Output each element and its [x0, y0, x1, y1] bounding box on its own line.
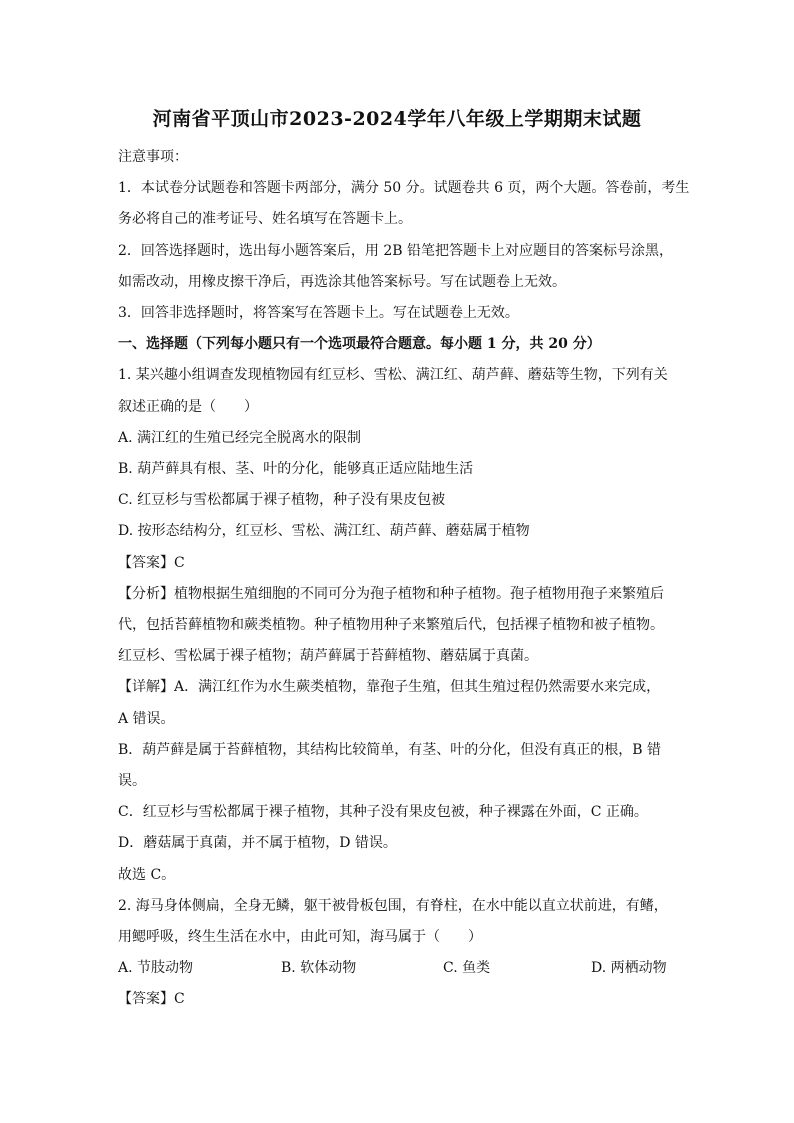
question-1-detail: C．红豆杉与雪松都属于裸子植物，其种子没有果皮包被，种子裸露在外面，C 正确。: [118, 804, 648, 821]
question-1-detail: B．葫芦藓是属于苔藓植物，其结构比较简单，有茎、叶的分化，但没有真正的根，B 错: [118, 741, 662, 758]
question-1-analysis: 【分析】植物根据生殖细胞的不同可分为孢子植物和种子植物。孢子植物用孢子来繁殖后: [118, 585, 664, 602]
question-1-option-b: B. 葫芦藓具有根、茎、叶的分化，能够真正适应陆地生活: [118, 461, 474, 478]
question-1-option-c: C. 红豆杉与雪松都属于裸子植物，种子没有果皮包被: [118, 492, 446, 509]
question-2-option-a: A. 节肢动物: [118, 960, 194, 977]
question-1-option-d: D. 按形态结构分，红豆杉、雪松、满江红、葫芦藓、蘑菇属于植物: [118, 523, 530, 540]
question-2-option-c: C. 鱼类: [443, 960, 491, 977]
section-heading: 一、选择题（下列每小题只有一个选项最符合题意。每小题 1 分，共 20 分）: [118, 336, 601, 353]
question-2-stem: 用鳃呼吸，终生生活在水中，由此可知，海马属于（ ）: [118, 929, 482, 946]
notice-line: 3．回答非选择题时，将答案写在答题卡上。写在试题卷上无效。: [118, 305, 519, 322]
question-1-detail: D．蘑菇属于真菌，并不属于植物，D 错误。: [118, 835, 397, 852]
question-1-stem: 1. 某兴趣小组调查发现植物园有红豆杉、雪松、满江红、葫芦藓、蘑菇等生物，下列有关: [118, 367, 668, 384]
question-2-option-d: D. 两栖动物: [591, 960, 667, 977]
question-2-options: [118, 953, 680, 984]
question-2-option-b: B. 软体动物: [281, 960, 357, 977]
question-1-detail: 误。: [118, 773, 146, 790]
notice-line: 如需改动，用橡皮擦干净后，再选涂其他答案标号。写在试题卷上无效。: [118, 273, 566, 290]
question-1-detail: 【详解】A．满江红作为水生蕨类植物，靠孢子生殖，但其生殖过程仍然需要水来完成，: [118, 679, 661, 696]
notice-line: 2．回答选择题时，选出每小题答案后，用 2B 铅笔把答题卡上对应题目的答案标号涂黑，: [118, 242, 674, 259]
notice-line: 1．本试卷分试题卷和答题卡两部分，满分 50 分。试题卷共 6 页，两个大题。答卷前，考生: [118, 180, 690, 197]
question-1-stem: 叙述正确的是（ ）: [118, 398, 258, 415]
question-1-analysis: 代，包括苔藓植物和蕨类植物。种子植物用种子来繁殖后代，包括裸子植物和被子植物。: [118, 617, 664, 634]
page-title: 河南省平顶山市2023-2024学年八年级上学期期末试题: [152, 108, 642, 130]
question-1-option-a: A. 满江红的生殖已经完全脱离水的限制: [118, 429, 362, 446]
notice-line: 务必将自己的准考证号、姓名填写在答题卡上。: [118, 211, 412, 228]
question-2-stem: 2. 海马身体侧扁，全身无鳞，躯干被骨板包围，有脊柱，在水中能以直立状前进，有鳍，: [118, 897, 668, 914]
question-1-detail: 故选 C。: [118, 866, 176, 883]
question-1-detail: A 错误。: [118, 710, 175, 727]
notice-heading: 注意事项：: [118, 149, 188, 165]
page-body: [118, 142, 690, 1016]
question-1-analysis: 红豆杉、雪松属于裸子植物；葫芦藓属于苔藓植物、蘑菇属于真菌。: [118, 648, 538, 665]
question-1-answer: 【答案】C: [118, 554, 185, 571]
question-2-answer: 【答案】C: [118, 991, 185, 1008]
